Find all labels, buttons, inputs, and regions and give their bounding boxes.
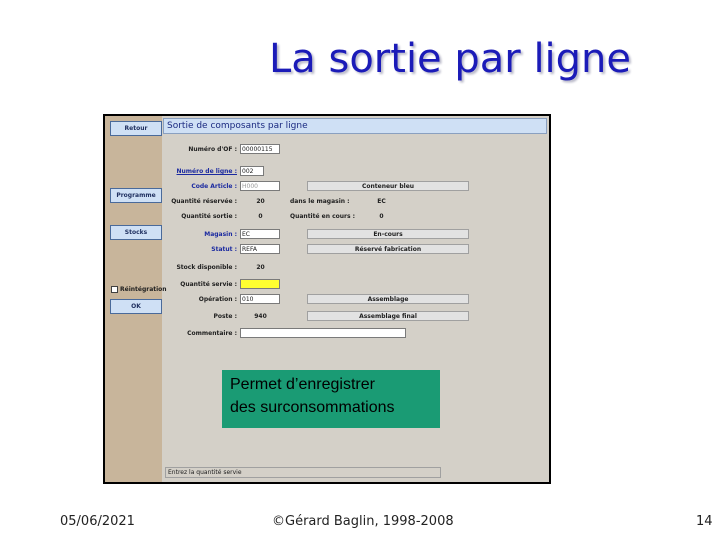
stocks-button[interactable]: Stocks [110,225,162,240]
statut-label: Statut : [211,246,237,253]
programme-button[interactable]: Programme [110,188,162,203]
numero-ligne-label[interactable]: Numéro de ligne : [176,168,237,175]
callout-box [222,370,440,428]
footer-date: 05/06/2021 [60,514,135,529]
reintegration-label: Réintégration [120,286,167,293]
numero-of-label: Numéro d'OF : [188,146,237,153]
stock-disponible-value: 20 [240,262,280,272]
magasin-info: En-cours [307,229,469,239]
poste-value: 940 [240,311,280,321]
dans-magasin-label: dans le magasin : [290,198,350,205]
callout-line-2: des surconsommations [230,399,395,416]
quantite-servie-label: Quantité servie : [180,281,237,288]
quantite-en-cours-value: 0 [361,211,401,221]
commentaire-label: Commentaire : [187,330,237,337]
operation-label: Opération : [198,296,237,303]
quantite-sortie-value: 0 [240,211,280,221]
commentaire-field[interactable] [240,328,406,338]
dans-magasin-value: EC [361,196,401,206]
stock-disponible-label: Stock disponible : [176,264,237,271]
retour-button[interactable]: Retour [110,121,162,136]
quantite-en-cours-label: Quantité en cours : [290,213,356,220]
poste-info: Assemblage final [307,311,469,321]
footer-page-number: 14 [696,514,713,529]
reintegration-checkbox[interactable] [111,286,118,293]
quantite-reservee-label: Quantité réservée : [171,198,237,205]
magasin-label: Magasin : [204,231,237,238]
callout-line-1: Permet d’enregistrer [230,376,375,393]
magasin-field[interactable]: EC [240,229,280,239]
code-article-info: Conteneur bleu [307,181,469,191]
operation-field[interactable]: 010 [240,294,280,304]
code-article-field[interactable]: H000 [240,181,280,191]
footer-copyright: ©Gérard Baglin, 1998-2008 [272,514,454,529]
app-window [103,114,551,484]
ok-button[interactable]: OK [110,299,162,314]
poste-label: Poste : [213,313,237,320]
form-header: Sortie de composants par ligne [163,118,547,134]
statut-field[interactable]: REFA [240,244,280,254]
quantite-reservee-value: 20 [240,196,280,206]
numero-of-field[interactable]: 00000115 [240,144,280,154]
statut-info: Réservé fabrication [307,244,469,254]
quantite-servie-field[interactable] [240,279,280,289]
code-article-label: Code Article : [191,183,237,190]
slide-title: La sortie par ligne [268,36,632,82]
numero-ligne-field[interactable]: 002 [240,166,264,176]
status-bar: Entrez la quantité servie [165,467,441,478]
operation-info: Assemblage [307,294,469,304]
left-button-panel [105,116,167,482]
quantite-sortie-label: Quantité sortie : [181,213,237,220]
